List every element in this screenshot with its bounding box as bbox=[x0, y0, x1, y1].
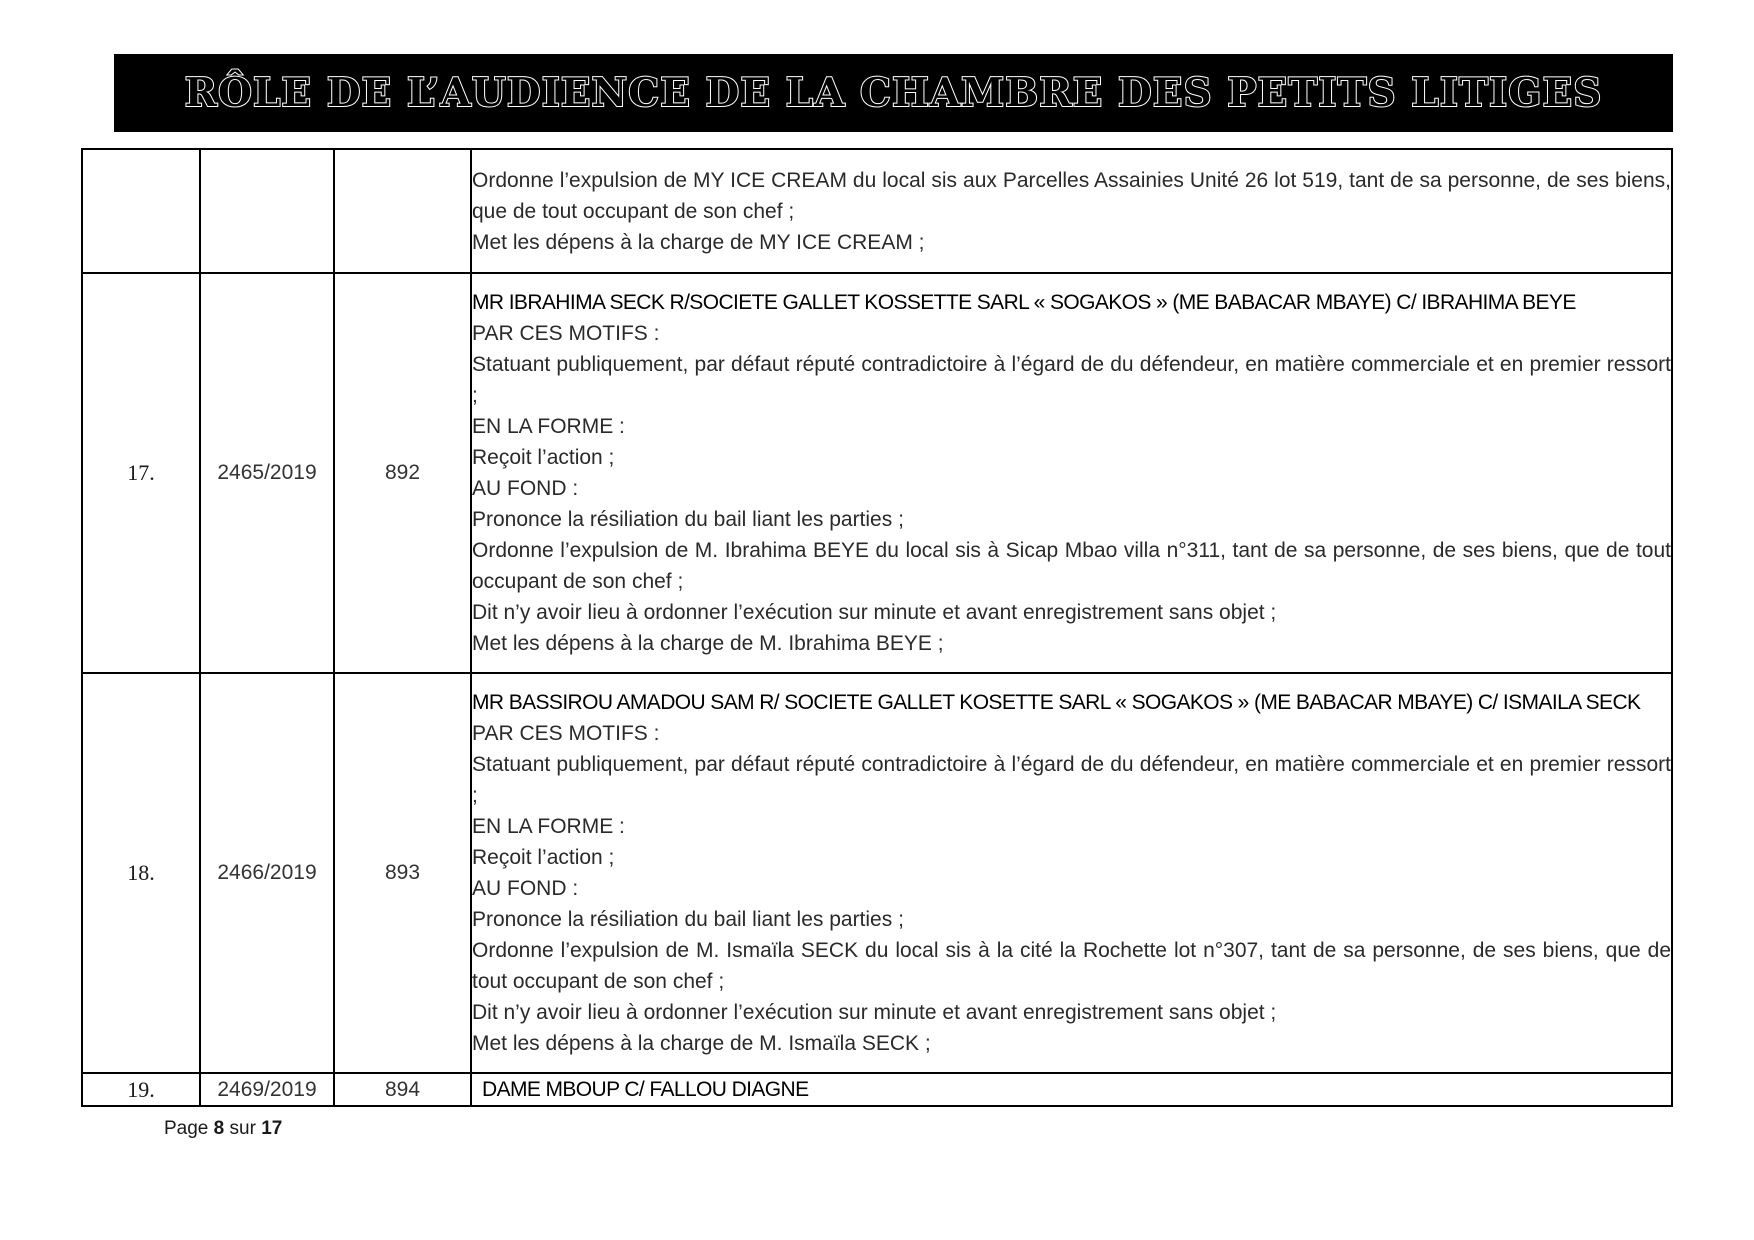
hearing-roll-table bbox=[81, 148, 1673, 1107]
table-row bbox=[82, 1073, 1672, 1106]
repertoire-number: 892 bbox=[334, 273, 471, 673]
repertoire-number bbox=[334, 149, 471, 273]
decision-line: AU FOND : bbox=[472, 477, 579, 500]
page-label: Page bbox=[164, 1118, 209, 1139]
decision-line: Prononce la résiliation du bail liant les parties ; bbox=[472, 908, 904, 931]
table-row bbox=[82, 273, 1672, 673]
title-banner bbox=[114, 54, 1673, 132]
decision-line: Dit n’y avoir lieu à ordonner l’exécution sur minute et avant enregistrement sans objet ; bbox=[472, 1001, 1277, 1024]
table-row bbox=[82, 673, 1672, 1073]
case-number bbox=[82, 149, 200, 273]
repertoire-number: 894 bbox=[334, 1073, 471, 1106]
rg-number: 2469/2019 bbox=[200, 1073, 334, 1106]
decision-line: AU FOND : bbox=[472, 877, 579, 900]
decision-line: Ordonne l’expulsion de MY ICE CREAM du local sis aux Parcelles Assainies Unité 26 lot 519, tant de sa personne, de ses biens, que de tout occupant de son chef ; bbox=[472, 168, 1671, 223]
page-total: 17 bbox=[261, 1118, 283, 1139]
rg-number: 2466/2019 bbox=[200, 673, 334, 1073]
table-row bbox=[82, 149, 1672, 273]
decision-line: PAR CES MOTIFS : bbox=[472, 722, 660, 745]
case-parties: MR IBRAHIMA SECK R/SOCIETE GALLET KOSSETTE SARL « SOGAKOS » (ME BABACAR MBAYE) C/ IBRAHIMA BEYE bbox=[472, 291, 1576, 314]
page-separator: sur bbox=[229, 1118, 256, 1139]
decision-line: Met les dépens à la charge de M. Ibrahima BEYE ; bbox=[472, 632, 944, 655]
rg-number: 2465/2019 bbox=[200, 273, 334, 673]
page-footer bbox=[164, 1118, 282, 1140]
decision-line: Statuant publiquement, par défaut réputé contradictoire à l’égard de du défendeur, en matière commerciale et en premier ressort ; bbox=[472, 753, 1671, 807]
rg-number bbox=[200, 149, 334, 273]
decision-line: Dit n’y avoir lieu à ordonner l’exécution sur minute et avant enregistrement sans objet ; bbox=[472, 601, 1277, 624]
decision-line: Statuant publiquement, par défaut réputé contradictoire à l’égard de du défendeur, en matière commerciale et en premier ressort ; bbox=[472, 353, 1671, 407]
case-content bbox=[471, 273, 1672, 673]
decision-line: Reçoit l’action ; bbox=[472, 846, 615, 869]
decision-line: Met les dépens à la charge de MY ICE CREAM ; bbox=[472, 230, 925, 254]
case-content bbox=[471, 149, 1672, 273]
decision-line: Met les dépens à la charge de M. Ismaïla SECK ; bbox=[472, 1032, 931, 1055]
case-parties: MR BASSIROU AMADOU SAM R/ SOCIETE GALLET KOSETTE SARL « SOGAKOS » (ME BABACAR MBAYE) C/ ISMAILA SECK bbox=[472, 691, 1641, 714]
decision-line: EN LA FORME : bbox=[472, 815, 625, 838]
decision-line: PAR CES MOTIFS : bbox=[472, 322, 660, 345]
decision-line: Ordonne l’expulsion de M. Ismaïla SECK du local sis à la cité la Rochette lot n°307, tant de sa personne, de ses biens, que de tout occupant de son chef ; bbox=[472, 939, 1671, 993]
case-number: 18. bbox=[82, 673, 200, 1073]
page-current: 8 bbox=[213, 1118, 225, 1139]
case-content bbox=[471, 673, 1672, 1073]
decision-line: Reçoit l’action ; bbox=[472, 446, 615, 469]
case-number: 17. bbox=[82, 273, 200, 673]
case-content bbox=[471, 1073, 1672, 1106]
repertoire-number: 893 bbox=[334, 673, 471, 1073]
decision-line: Ordonne l’expulsion de M. Ibrahima BEYE du local sis à Sicap Mbao villa n°311, tant de sa personne, de ses biens, que de tout occupant de son chef ; bbox=[472, 539, 1671, 593]
case-parties: DAME MBOUP C/ FALLOU DIAGNE bbox=[482, 1078, 809, 1101]
case-number: 19. bbox=[82, 1073, 200, 1106]
document-title: RÔLE DE L’AUDIENCE DE LA CHAMBRE DES PETITS LITIGES bbox=[184, 70, 1603, 116]
decision-line: EN LA FORME : bbox=[472, 415, 625, 438]
decision-line: Prononce la résiliation du bail liant les parties ; bbox=[472, 508, 904, 531]
